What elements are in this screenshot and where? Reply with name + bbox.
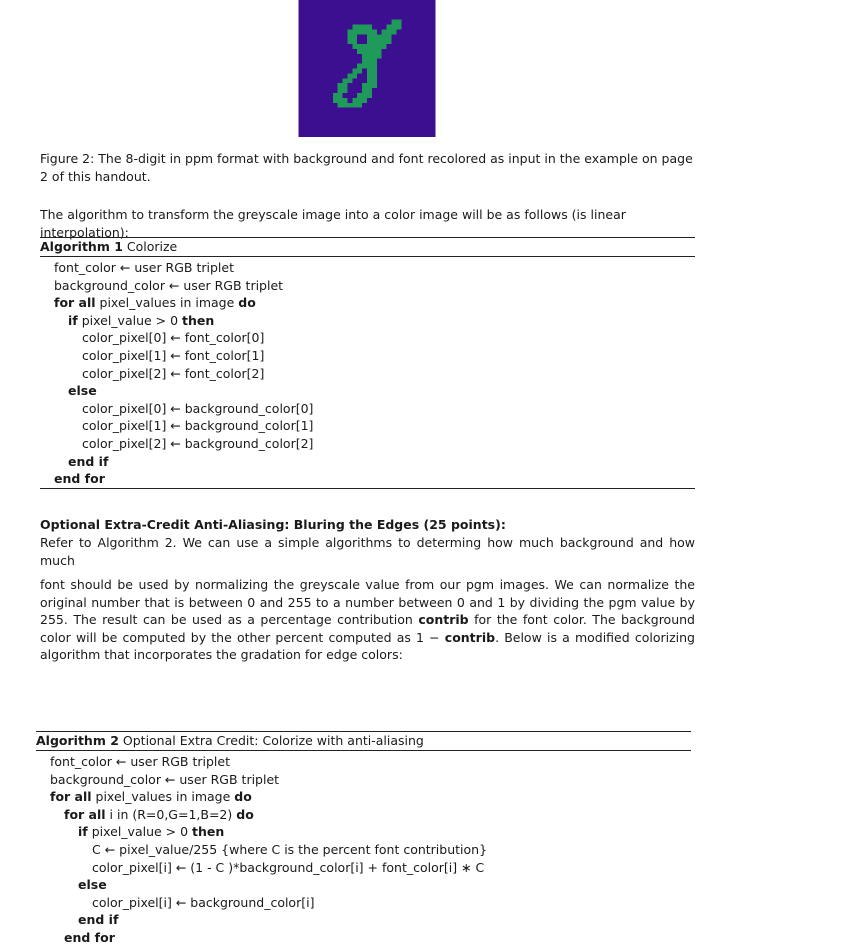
code-text: C ← pixel_value/255 {where C is the percent font contribution} [92, 841, 488, 857]
emphasis-term: contrib [444, 629, 496, 645]
algorithm1-line [40, 329, 695, 347]
keyword: do [236, 806, 254, 822]
code-text: background_color ← user RGB triplet [50, 771, 280, 787]
emphasis-term: contrib [418, 612, 469, 628]
code-text: color_pixel[i] ← background_color[i] [92, 894, 315, 910]
algorithm1-line [40, 470, 695, 488]
algorithm1-line [40, 435, 695, 453]
algorithm2-line [36, 929, 691, 947]
section-title: Optional Extra-Credit Anti-Aliasing: Bluring the Edges (25 points): [40, 517, 506, 532]
code-text: font_color ← user RGB triplet [50, 754, 230, 769]
algorithm2-line [36, 859, 691, 877]
algorithm1-line [40, 453, 695, 471]
paragraph-text: font should be used by normalizing the greyscale value from our pgm images. We can normalize the original number that is between 0 and 255 to a number between 0 and 1 by dividing the pgm value by 255. The result can be used as a percentage contribution [40, 577, 695, 628]
figure-caption: Figure 2: The 8-digit in ppm format with background and font recolored as input in the example on page 2 of this handout. [40, 151, 693, 184]
code-text: color_pixel[i] ← (1 - C )*background_color[i] + font_color[i] ∗ C [92, 859, 485, 875]
code-text: color_pixel[2] ← background_color[2] [82, 435, 314, 451]
code-text: pixel_values in image [91, 789, 235, 805]
keyword: end if [68, 453, 109, 469]
paragraph-text: . Below is a modified colorizing algorithm that incorporates the gradation for edge colors: [40, 629, 695, 663]
algorithm1-line [40, 277, 695, 295]
code-text: i in (R=0,G=1,B=2) [105, 806, 237, 822]
keyword: if [68, 312, 78, 328]
algorithm-2-body [36, 751, 691, 947]
algorithm1-line [40, 417, 695, 435]
keyword: for all [64, 806, 106, 822]
code-text: color_pixel[0] ← background_color[0] [82, 400, 314, 416]
algorithm1-line [40, 347, 695, 365]
extra-credit-section [40, 516, 695, 664]
algorithm1-line [40, 400, 695, 418]
keyword: for all [50, 789, 92, 805]
code-text: pixel_values in image [95, 295, 239, 311]
figure-digit-image [297, 0, 437, 137]
algorithm1-line [40, 382, 695, 400]
algorithm2-line [36, 823, 691, 841]
code-text: color_pixel[2] ← font_color[2] [82, 365, 265, 381]
keyword: if [78, 824, 88, 840]
algorithm-1-title: Colorize [126, 239, 178, 254]
algorithm-2-label: Algorithm 2 [36, 733, 119, 748]
algorithm-1-body [40, 257, 695, 489]
algorithm1-line [40, 259, 695, 277]
algorithm2-line [36, 876, 691, 894]
keyword: else [78, 877, 107, 893]
algorithm-1-block [40, 237, 695, 489]
algorithm2-line [36, 771, 691, 789]
keyword: then [182, 312, 215, 328]
paragraph-text: for the font color. The background color will be computed by the other percent computed as 1 − [40, 612, 695, 645]
code-text: pixel_value > 0 [87, 824, 193, 840]
keyword: end for [54, 471, 105, 487]
code-text: color_pixel[1] ← background_color[1] [82, 418, 314, 434]
algorithm-2-header [36, 731, 691, 751]
algorithm2-line [36, 788, 691, 806]
keyword: end if [78, 912, 119, 928]
algorithm2-line [36, 911, 691, 929]
intro-paragraph: The algorithm to transform the greyscale image into a color image will be as follows (is linear interpolation): [40, 207, 626, 240]
keyword: else [68, 383, 97, 399]
algorithm2-line [36, 806, 691, 824]
code-text: color_pixel[1] ← font_color[1] [82, 347, 265, 363]
digit-8-drawing [297, 0, 437, 137]
keyword: for all [54, 295, 96, 311]
algorithm1-line [40, 312, 695, 330]
algorithm-2-block [36, 731, 691, 947]
algorithm1-line [40, 365, 695, 383]
algorithm1-line [40, 294, 695, 312]
algorithm-2-title: Optional Extra Credit: Colorize with anti-aliasing [122, 733, 424, 748]
keyword: do [238, 295, 256, 311]
code-text: color_pixel[0] ← font_color[0] [82, 330, 265, 346]
keyword: end for [64, 929, 115, 945]
code-text: background_color ← user RGB triplet [54, 277, 284, 293]
section-paragraph-2 [40, 576, 695, 664]
code-text: font_color ← user RGB triplet [54, 260, 234, 275]
keyword: then [192, 824, 225, 840]
algorithm-1-header [40, 237, 695, 257]
keyword: do [234, 789, 252, 805]
algorithm2-line [36, 841, 691, 859]
algorithm2-line [36, 894, 691, 912]
section-paragraph-1: Refer to Algorithm 2. We can use a simple algorithms to determing how much background and how much [40, 535, 695, 568]
algorithm2-line [36, 753, 691, 771]
code-text: pixel_value > 0 [77, 312, 183, 328]
algorithm-1-label: Algorithm 1 [40, 239, 123, 254]
